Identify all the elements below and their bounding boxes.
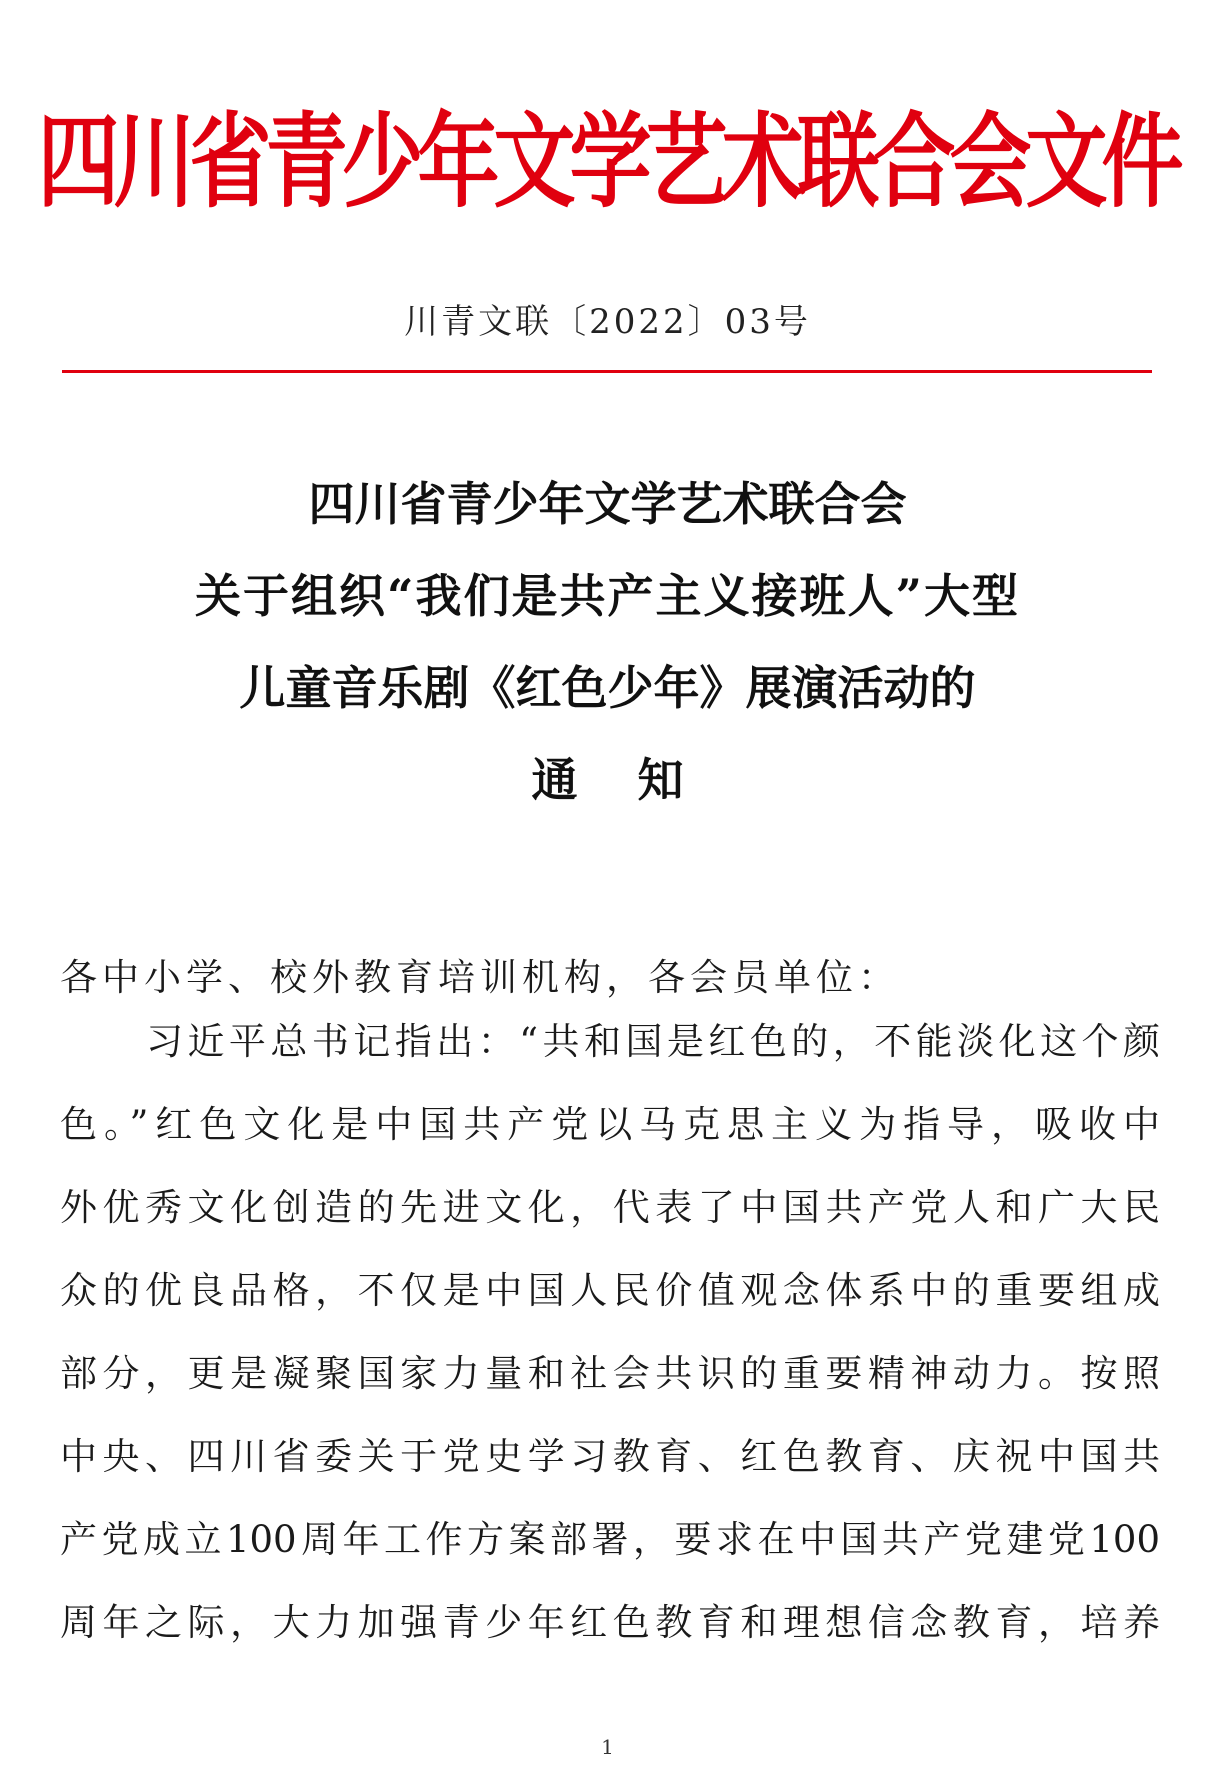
body-line: 众的优良品格，不仅是中国人民价值观念体系中的重要组成 xyxy=(60,1269,1160,1312)
title-line-3: 儿童音乐剧《红色少年》展演活动的 xyxy=(239,661,976,715)
body-paragraph xyxy=(60,1012,1160,1676)
salutation: 各中小学、校外教育培训机构，各会员单位： xyxy=(60,956,900,999)
body-line: 中央、四川省委关于党史学习教育、红色教育、庆祝中国共 xyxy=(60,1435,1160,1478)
body-line: 部分，更是凝聚国家力量和社会共识的重要精神动力。按照 xyxy=(60,1352,1160,1395)
title-line-1: 四川省青少年文学艺术联合会 xyxy=(308,477,907,531)
body-line: 色。”红色文化是中国共产党以马克思主义为指导，吸收中 xyxy=(60,1103,1160,1146)
notice-title xyxy=(40,458,1175,826)
title-line-4: 通知 xyxy=(531,753,744,807)
red-divider-line xyxy=(62,370,1152,373)
page-number: 1 xyxy=(601,1735,614,1759)
title-line-2: 关于组织“我们是共产主义接班人”大型 xyxy=(195,569,1020,623)
body-line: 周年之际，大力加强青少年红色教育和理想信念教育，培养 xyxy=(60,1601,1160,1644)
document-masthead: 四川省青少年文学艺术联合会文件 xyxy=(37,103,1178,222)
body-line: 习近平总书记指出：“共和国是红色的，不能淡化这个颜 xyxy=(146,1020,1160,1063)
document-number: 川青文联〔2022〕03号 xyxy=(404,302,811,342)
body-line: 产党成立100周年工作方案部署，要求在中国共产党建党100 xyxy=(60,1518,1160,1561)
body-line: 外优秀文化创造的先进文化，代表了中国共产党人和广大民 xyxy=(60,1186,1160,1229)
